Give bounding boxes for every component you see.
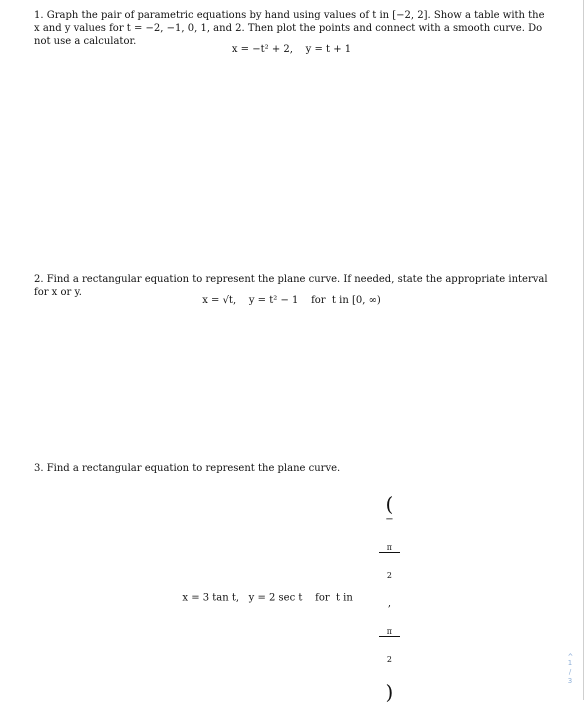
fraction-left-numerator: π [379,543,399,553]
interval-open-paren: ( [385,492,394,516]
page-navigator[interactable] [563,650,577,686]
problem-2-equation [0,295,583,306]
fraction-left [379,525,399,598]
problem-3-equation-text: x = 3 tan t, y = 2 sec t for t in [182,592,356,604]
chevron-up-icon[interactable]: ‹ [564,652,576,657]
problem-1-equation [0,44,583,55]
problem-3-equation [0,483,583,713]
total-pages: 3 [567,677,573,685]
problem-3-text: 3. Find a rectangular equation to represent the plane curve. [34,463,341,474]
interval-expression [359,483,400,713]
problem-1-equation-text: x = −t² + 2, y = t + 1 [231,44,352,55]
problem-2-equation-text: x = √t, y = t² − 1 for t in [0, ∞) [202,295,381,306]
problem-2-text: 2. Find a rectangular equation to represent the plane curve. If needed, state the appropriate interval for x or y. [34,274,548,298]
problem-1-text: 1. Graph the pair of parametric equations by hand using values of t in [−2, 2]. Show a table with the x and y values for t = −2, −1, 0, 1, and 2. Then plot the points and connect with a smooth curve. Do not use a calculator. [34,10,545,47]
current-page-number: 1 [567,659,573,667]
fraction-right-denominator: 2 [386,655,392,664]
interval-close-paren: ) [385,680,394,704]
page-separator: / [568,668,572,676]
fraction-right-numerator: π [379,627,399,637]
fraction-right [379,609,399,682]
interval-separator: , [387,598,392,609]
fraction-left-denominator: 2 [386,571,392,580]
interval-left-sign: − [385,514,394,525]
